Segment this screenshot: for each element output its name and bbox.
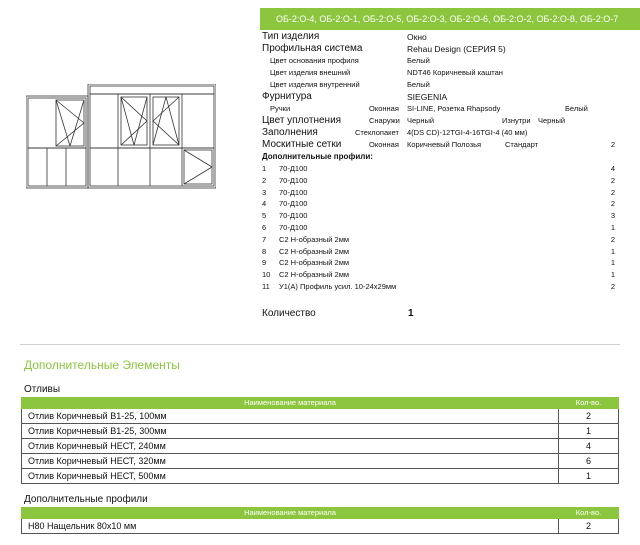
table-row <box>22 454 619 469</box>
table-row <box>22 439 619 454</box>
extra-profile-row <box>262 269 615 281</box>
header-title: ОБ-2:О-4, ОБ-2:О-1, ОБ-2:О-5, ОБ-2:О-3, ОБ-2:О-6, ОБ-2:О-2, ОБ-2:О-8, ОБ-2:О-7 <box>276 14 619 24</box>
profile-name: 70-Д100 <box>279 187 308 197</box>
material-name: Отлив Коричневый НЕСТ, 320мм <box>22 454 559 469</box>
col-material-name: Наименование материала <box>22 508 559 519</box>
table-row <box>22 469 619 484</box>
profile-name: С2 Н-образный 2мм <box>279 234 350 244</box>
profile-qty: 4 <box>610 164 615 173</box>
profile-qty: 2 <box>610 234 615 244</box>
profile-name: 70-Д100 <box>279 222 308 232</box>
extra-profile-row <box>262 210 615 222</box>
profile-number: 6 <box>262 222 267 232</box>
profile-number: 4 <box>262 199 267 209</box>
spec-handles: Ручки Оконная SI-LINE, Розетка Rhapsody Белый <box>270 104 588 113</box>
spec-profile-system: Профильная система Rehau Design (СЕРИЯ 5) <box>262 43 506 54</box>
spec-hardware: Фурнитура SIEGENIA <box>262 91 448 102</box>
extra-profile-row <box>262 257 615 269</box>
profile-number: 10 <box>262 270 271 280</box>
extra-profile-row <box>262 163 615 175</box>
quantity-label: Количество <box>262 308 316 319</box>
specs-panel <box>262 31 622 293</box>
material-name: Н80 Нащельник 80х10 мм <box>22 519 559 534</box>
material-name: Отлив Коричневый НЕСТ, 500мм <box>22 469 559 484</box>
table-row <box>22 519 619 534</box>
spec-type: Тип изделия Окно <box>262 31 427 42</box>
extra-profiles-list <box>262 163 622 293</box>
extra-profile-row <box>262 234 615 246</box>
spec-base-color: Цвет основания профиля Белый <box>270 56 430 65</box>
profile-number: 1 <box>262 164 267 173</box>
profile-qty: 1 <box>610 246 615 256</box>
profile-number: 11 <box>262 281 270 291</box>
extra-profile-row <box>262 198 615 210</box>
material-qty: 1 <box>559 424 619 439</box>
quantity-value: 1 <box>408 308 414 319</box>
spec-int-color: Цвет изделия внутренний Белый <box>270 80 430 89</box>
material-qty: 1 <box>559 469 619 484</box>
material-name: Отлив Коричневый В1-25, 100мм <box>22 409 559 424</box>
material-qty: 6 <box>559 454 619 469</box>
profile-qty: 1 <box>610 222 615 232</box>
extra-profile-row <box>262 187 615 199</box>
extra-profiles-section-title: Дополнительные профили <box>24 494 148 505</box>
quantity-row <box>262 308 622 322</box>
window-drawing <box>26 84 216 190</box>
header-bar <box>260 8 640 30</box>
additional-elements-title: Дополнительные Элементы <box>24 358 180 372</box>
profile-number: 5 <box>262 211 267 221</box>
col-quantity: Кол-во. <box>559 398 619 409</box>
material-qty: 4 <box>559 439 619 454</box>
spec-seal: Цвет уплотнения Снаружи Черный Изнутри Черный <box>262 115 566 126</box>
extra-profile-row <box>262 222 615 234</box>
profile-number: 9 <box>262 258 267 268</box>
table-row <box>22 409 619 424</box>
profile-qty: 2 <box>610 199 615 209</box>
extra-profiles-title: Дополнительные профили: <box>262 152 373 161</box>
material-name: Отлив Коричневый В1-25, 300мм <box>22 424 559 439</box>
extra-profile-row <box>262 281 615 293</box>
profile-number: 8 <box>262 246 267 256</box>
spec-mosquito: Москитные сетки Оконная Коричневый Полозья Стандарт 2 <box>262 139 615 150</box>
profile-qty: 2 <box>610 175 615 185</box>
profile-name: 70-Д100 <box>279 175 308 185</box>
profile-name: С2 Н-образный 2мм <box>279 270 350 280</box>
extra-profile-row <box>262 175 615 187</box>
profile-name: С2 Н-образный 2мм <box>279 246 350 256</box>
profile-number: 7 <box>262 234 267 244</box>
section-divider <box>20 344 620 345</box>
sills-table <box>21 397 619 484</box>
material-qty: 2 <box>559 519 619 534</box>
col-quantity: Кол-во. <box>559 508 619 519</box>
profile-qty: 1 <box>610 270 615 280</box>
profile-name: 70-Д100 <box>279 199 308 209</box>
profile-qty: 2 <box>610 281 615 291</box>
spec-ext-color: Цвет изделия внешний NDT46 Коричневый каштан <box>270 68 503 77</box>
material-qty: 2 <box>559 409 619 424</box>
profile-qty: 1 <box>610 258 615 268</box>
profile-number: 3 <box>262 187 267 197</box>
profile-name: У1(А) Профиль усил. 10-24х29мм <box>279 281 397 291</box>
col-material-name: Наименование материала <box>22 398 559 409</box>
sills-title: Отливы <box>24 384 61 395</box>
material-name: Отлив Коричневый НЕСТ, 240мм <box>22 439 559 454</box>
profile-name: 70-Д100 <box>279 164 308 173</box>
profile-qty: 3 <box>610 211 615 221</box>
table-row <box>22 424 619 439</box>
extra-profile-row <box>262 246 615 258</box>
profile-name: 70-Д100 <box>279 211 308 221</box>
spec-filling: Заполнения Стеклопакет 4(DS CD)-12TGI-4-16TGI-4 (40 мм) <box>262 127 528 138</box>
profiles-table <box>21 507 619 534</box>
profile-name: С2 Н-образный 2мм <box>279 258 350 268</box>
profile-number: 2 <box>262 175 267 185</box>
profile-qty: 2 <box>610 187 615 197</box>
